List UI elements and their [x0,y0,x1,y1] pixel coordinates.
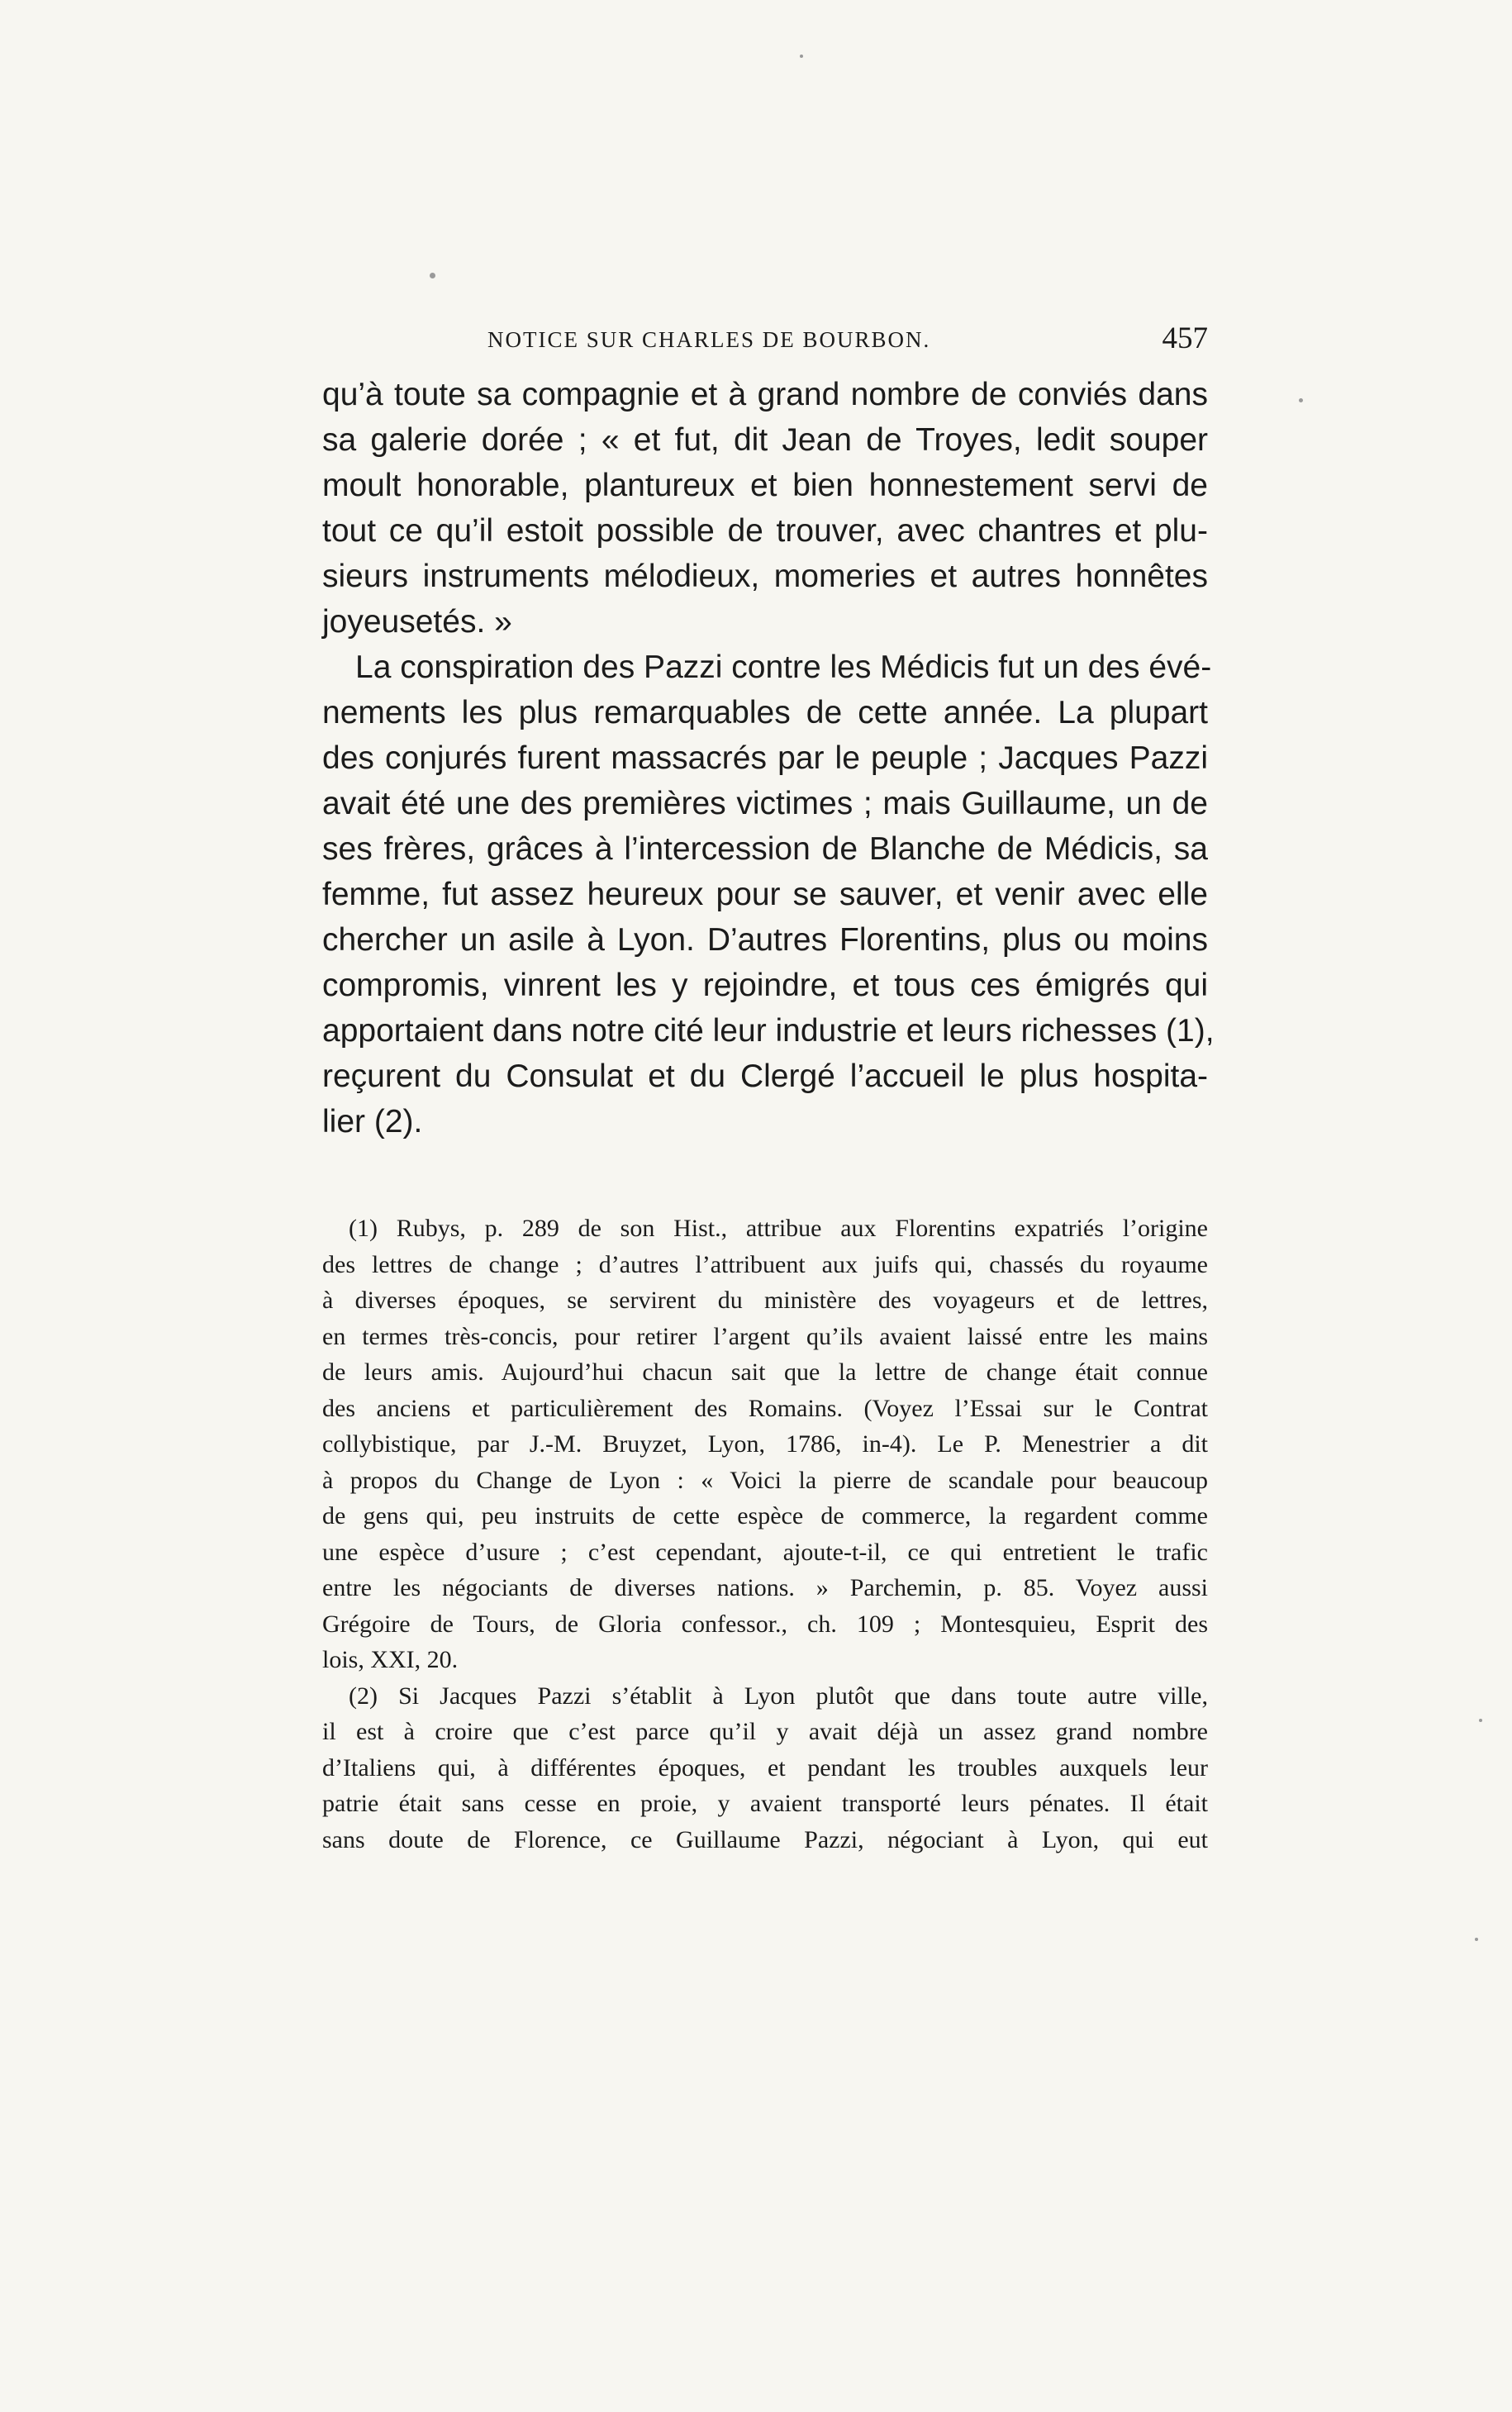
footnote-line: une espèce d’usure ; c’est cependant, ajoute-t-il, ce qui entretient le trafic [322,1538,1208,1566]
text-line: femme, fut assez heureux pour se sauver, et venir avec elle [322,877,1208,912]
footnote-line: collybistique, par J.-M. Bruyzet, Lyon, 1786, in-4). Le P. Menestrier a dit [322,1430,1208,1458]
text-line: reçurent du Consulat et du Clergé l’accueil le plus hospita- [322,1059,1208,1094]
footnote-line: des anciens et particulièrement des Romains. (Voyez l’Essai sur le Contrat [322,1394,1208,1422]
footnote-line: il est à croire que c’est parce qu’il y avait déjà un assez grand nombre [322,1718,1208,1745]
text-line: chercher un asile à Lyon. D’autres Florentins, plus ou moins [322,922,1208,958]
footnote-line: lois, XXI, 20. [322,1646,459,1673]
footnote-line: des lettres de change ; d’autres l’attribuent aux juifs qui, chassés du royaume [322,1250,1208,1278]
text-line: avait été une des premières victimes ; mais Guillaume, un de [322,786,1208,821]
footnote-line: de gens qui, peu instruits de cette espèce de commerce, la regardent comme [322,1502,1208,1530]
text-line: tout ce qu’il estoit possible de trouver, avec chantres et plu- [322,513,1208,549]
running-title: NOTICE SUR CHARLES DE BOURBON. [487,327,931,352]
text-line: qu’à toute sa compagnie et à grand nombre de conviés dans [322,377,1208,412]
text-line: La conspiration des Pazzi contre les Médicis fut un des évé- [355,649,1212,685]
print-speck [1475,1938,1478,1941]
page-number: 457 [1162,321,1208,355]
text-line: lier (2). [322,1104,423,1139]
print-speck [1299,398,1303,402]
footnote-line: Grégoire de Tours, de Gloria confessor., ch. 109 ; Montesquieu, Esprit des [322,1610,1208,1638]
footnote-line: sans doute de Florence, ce Guillaume Pazzi, négociant à Lyon, qui eut [322,1825,1208,1853]
footnote-line: (2) Si Jacques Pazzi s’établit à Lyon plutôt que dans toute autre ville, [349,1682,1208,1710]
text-line: moult honorable, planture​ux et bien honnestement servi de [322,468,1208,503]
footnote-line: patrie était sans cesse en proie, y avaient transporté leurs pénates. Il était [322,1790,1208,1817]
main-text [322,372,1215,1144]
footnote-line: de leurs amis. Aujourd’hui chacun sait que la lettre de change était connue [322,1358,1208,1386]
text-line: ses frères, grâces à l’intercession de Blanche de Médicis, sa [322,831,1208,867]
running-head [487,321,1208,360]
text-line: des conjurés furent massacrés par le peuple ; Jacques Pazzi [322,740,1208,776]
text-line: nements les plus remarquables de cette année. La plupart [322,695,1208,730]
print-speck [430,273,435,278]
footnote-line: à diverses époques, se servirent du ministère des voyageurs et de lettres, [322,1287,1208,1314]
text-line: compromis, vinrent les y rejoindre, et tous ces émigrés qui [322,968,1208,1003]
footnote-line: (1) Rubys, p. 289 de son Hist., attribue aux Florentins expatriés l’origine [349,1215,1208,1242]
footnotes [322,1211,1208,1858]
text-line: sa galerie dorée ; « et fut, dit Jean de Troyes, ledit souper [322,422,1208,458]
print-speck [800,55,803,58]
footnote-line: en termes très-concis, pour retirer l’argent qu’ils avaient laissé entre les mains [322,1322,1208,1350]
footnote-line: à propos du Change de Lyon : « Voici la pierre de scandale pour beaucoup [322,1466,1208,1494]
footnote-line: entre les négociants de diverses nations. » Parchemin, p. 85. Voyez aussi [322,1574,1208,1601]
text-line: joyeusetés. » [322,604,512,640]
print-speck [1479,1719,1482,1722]
footnote-line: d’Italiens qui, à différentes époques, et pendant les troubles auxquels leur [322,1753,1208,1782]
text-line: apportaient dans notre cité leur industrie et leurs richesses (1), [322,1013,1215,1049]
text-line: sieurs instruments mélodieux, momeries et autres honnêtes [322,559,1208,594]
